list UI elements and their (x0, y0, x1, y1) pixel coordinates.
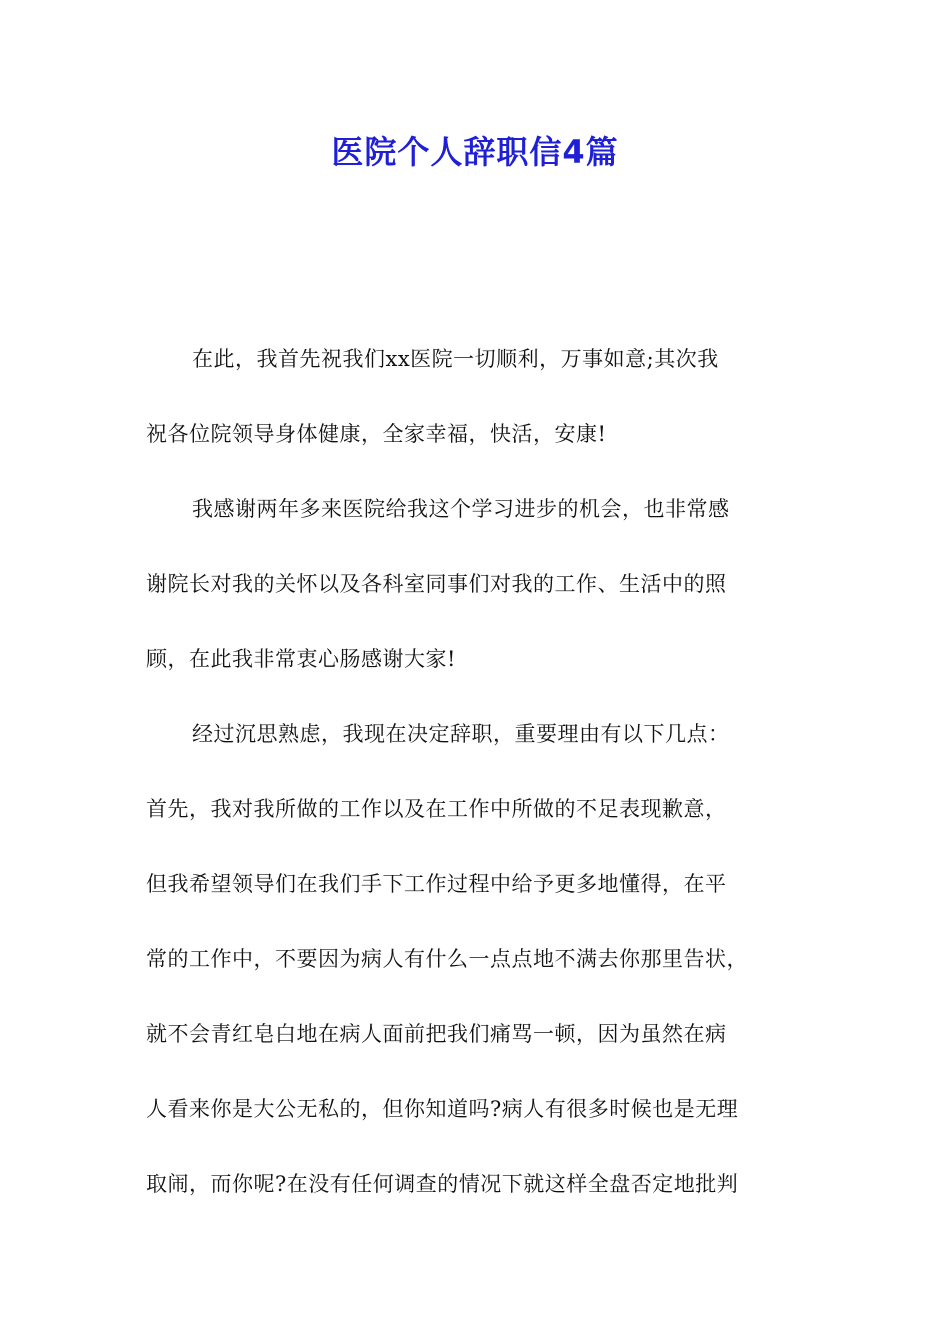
document-title: 医院个人辞职信4篇 (331, 133, 619, 171)
paragraph-line: 经过沉思熟虑，我现在决定辞职，重要理由有以下几点： (192, 722, 730, 746)
paragraph-line: 但我希望领导们在我们手下工作过程中给予更多地懂得，在平 (146, 872, 727, 896)
paragraph-line: 就不会青红皂白地在病人面前把我们痛骂一顿，因为虽然在病 (146, 1022, 727, 1046)
paragraph-line: 祝各位院领导身体健康，全家幸福，快活，安康! (146, 422, 607, 446)
paragraph-line: 取闹，而你呢?在没有任何调查的情况下就这样全盘否定地批判 (146, 1172, 739, 1196)
paragraph-line: 人看来你是大公无私的，但你知道吗?病人有很多时候也是无理 (146, 1097, 739, 1121)
paragraph-line: 在此，我首先祝我们xx医院一切顺利，万事如意;其次我 (192, 347, 719, 371)
paragraph-line: 谢院长对我的关怀以及各科室同事们对我的工作、生活中的照 (146, 572, 727, 596)
paragraph-line: 我感谢两年多来医院给我这个学习进步的机会，也非常感 (192, 497, 730, 521)
paragraph-line: 常的工作中，不要因为病人有什么一点点地不满去你那里告状， (146, 947, 748, 971)
paragraph-line: 顾，在此我非常衷心肠感谢大家! (146, 647, 456, 671)
document-body (146, 322, 814, 1222)
paragraph-line: 首先，我对我所做的工作以及在工作中所做的不足表现歉意， (146, 797, 727, 821)
